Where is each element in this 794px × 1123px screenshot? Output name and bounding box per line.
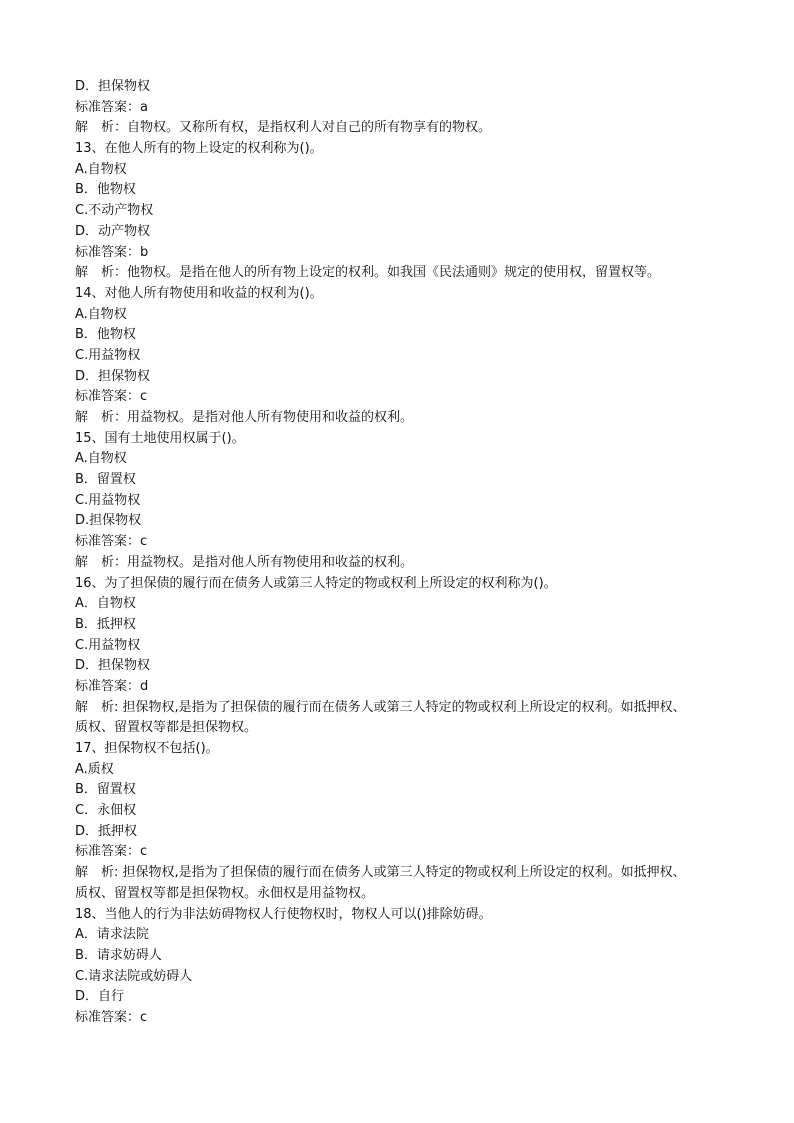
- text-line: D．担保物权: [75, 368, 151, 384]
- text-line: A．自物权: [75, 596, 136, 612]
- text-line: B．他物权: [75, 182, 136, 198]
- text-line: 标准答案：c: [75, 1009, 148, 1025]
- text-line: 质权、留置权等都是担保物权。永佃权是用益物权。: [75, 885, 375, 901]
- text-line: B．他物权: [75, 327, 136, 343]
- text-line: A．请求法院: [75, 927, 149, 943]
- text-line: D．抵押权: [75, 823, 138, 839]
- text-line: C.用益物权: [75, 637, 141, 653]
- text-line: 标准答案：c: [75, 534, 148, 550]
- text-line: 解 析：用益物权。是指对他人所有物使用和收益的权利。: [75, 554, 414, 570]
- text-line: C.用益物权: [75, 492, 141, 508]
- text-line: C.请求法院或妨碍人: [75, 968, 193, 984]
- text-line: 解 析：他物权。是指在他人的所有物上设定的权利。如我国《民法通则》规定的使用权，留置权等。: [75, 265, 661, 281]
- text-line: 标准答案：d: [75, 678, 149, 694]
- text-line: B．请求妨碍人: [75, 947, 162, 963]
- text-line: A.质权: [75, 761, 114, 777]
- text-line: 17、担保物权不包括()。: [75, 741, 219, 756]
- text-line: 解 析：自物权。又称所有权，是指权利人对自己的所有物享有的物权。: [75, 120, 492, 136]
- text-line: 标准答案：c: [75, 389, 148, 405]
- text-line: B．抵押权: [75, 616, 136, 632]
- text-line: B．留置权: [75, 472, 136, 488]
- text-line: A.自物权: [75, 161, 127, 177]
- text-line: A.自物权: [75, 451, 127, 467]
- text-line: 解 析: 担保物权,是指为了担保债的履行而在债务人或第三人特定的物或权利上所设定的权利。如抵押权、: [75, 865, 686, 881]
- text-line: 标准答案：a: [75, 99, 148, 115]
- text-line: 14、对他人所有物使用和收益的权利为()。: [75, 285, 323, 301]
- text-line: 解 析: 担保物权,是指为了担保债的履行而在债务人或第三人特定的物或权利上所设定的权利。如抵押权、: [75, 699, 686, 715]
- text-line: 标准答案：c: [75, 844, 148, 860]
- text-line: D．担保物权: [75, 79, 151, 94]
- text-line: 15、国有土地使用权属于()。: [75, 430, 245, 446]
- text-line: 13、在他人所有的物上设定的权利称为()。: [75, 141, 323, 157]
- document-page: [75, 77, 735, 1029]
- text-line: D．动产物权: [75, 223, 151, 239]
- text-line: 质权、留置权等都是担保物权。: [75, 720, 258, 736]
- text-line: B．留置权: [75, 782, 136, 798]
- text-line: D．自行: [75, 989, 125, 1005]
- text-line: D．担保物权: [75, 658, 151, 674]
- text-line: C.用益物权: [75, 347, 141, 363]
- text-line: 标准答案：b: [75, 244, 149, 260]
- text-line: 16、为了担保债的履行而在债务人或第三人特定的物或权利上所设定的权利称为()。: [75, 575, 557, 591]
- text-line: 18、当他人的行为非法妨碍物权人行使物权时，物权人可以()排除妨碍。: [75, 906, 492, 922]
- text-line: D.担保物权: [75, 513, 142, 529]
- text-line: C.不动产物权: [75, 203, 154, 219]
- text-line: C．永佃权: [75, 803, 137, 819]
- text-line: A.自物权: [75, 306, 127, 322]
- text-line: 解 析：用益物权。是指对他人所有物使用和收益的权利。: [75, 410, 414, 425]
